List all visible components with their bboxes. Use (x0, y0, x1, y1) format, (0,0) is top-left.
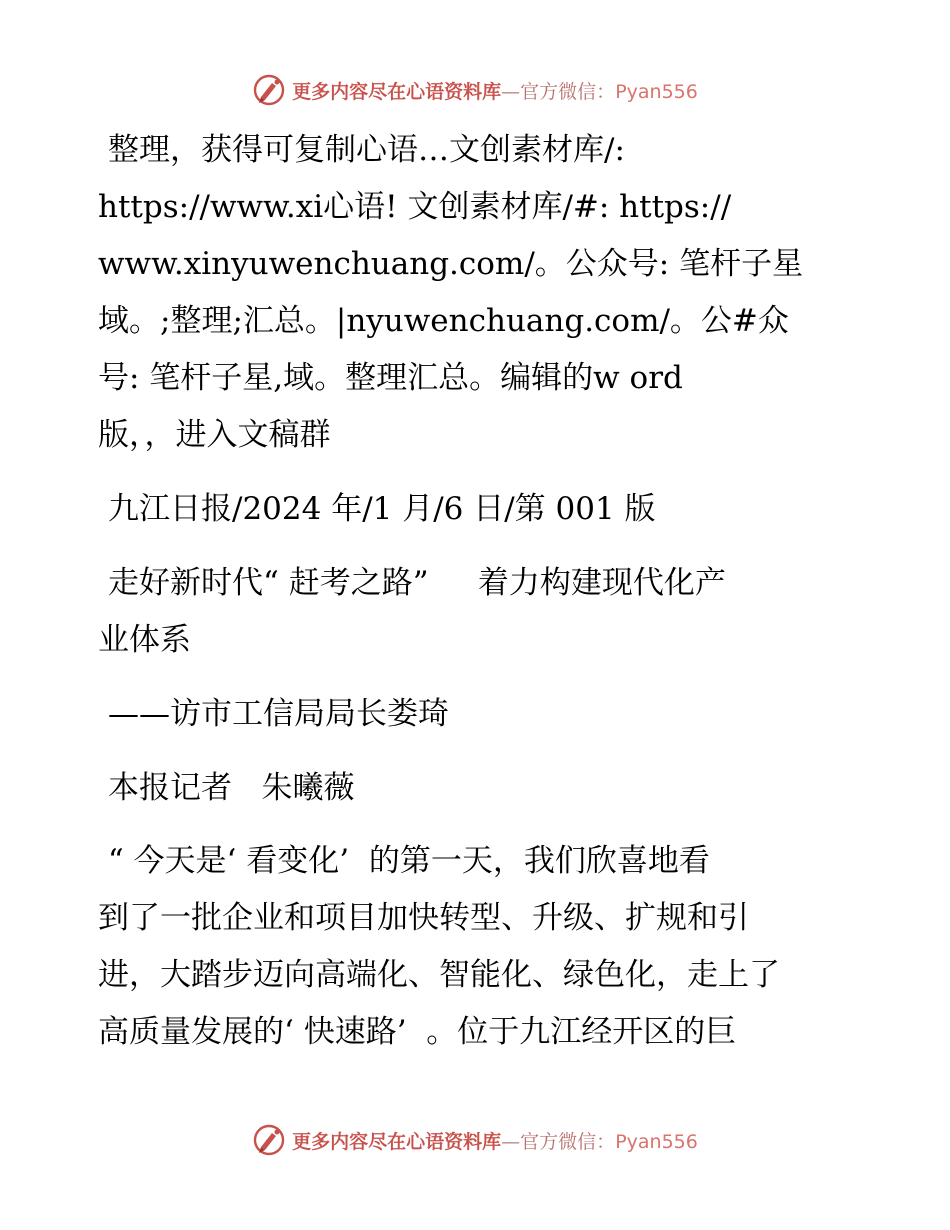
paragraph-line: 进，大踏步迈向高端化、智能化、绿色化，走上了 (98, 957, 780, 993)
spacer (98, 743, 858, 760)
spacer (98, 817, 858, 833)
watermark-wechat-id: Pyan556 (615, 1130, 698, 1153)
spacer (98, 669, 858, 686)
watermark-wechat-label: 官方微信： (520, 80, 616, 103)
intro-line: https://www.xi心语! 文创素材库/#: https:// (98, 189, 732, 225)
spacer (98, 538, 858, 555)
intro-line: 号: 笔杆子星,域。整理汇总。编辑的w ord (98, 360, 683, 396)
paragraph-line: 高质量发展的‘ 快速路’ 。位于九江经开区的巨 (98, 1014, 737, 1050)
intro-line: 域。;整理;汇总。|nyuwenchuang.com/。公#众 (98, 303, 789, 339)
intro-section (98, 122, 858, 464)
pen-circle-logo-icon (252, 73, 286, 107)
document-body (98, 122, 858, 1061)
watermark-separator: — (501, 1130, 521, 1153)
intro-line: 版，，进入文稿群 (98, 417, 331, 453)
headline-line: 业体系 (98, 622, 191, 658)
watermark-wechat-id: Pyan556 (615, 80, 698, 103)
article-paragraph (98, 833, 858, 1061)
spacer (98, 464, 858, 481)
byline: 本报记者 朱曦薇 (108, 770, 355, 806)
watermark-separator: — (501, 80, 521, 103)
pen-circle-logo-icon (252, 1123, 286, 1157)
watermark-group (252, 1123, 698, 1157)
watermark-main-text: 更多内容尽在心语资料库 (292, 80, 502, 103)
headline-line: 走好新时代“ 赶考之路” 着力构建现代化产 (108, 565, 726, 601)
top-watermark-banner (0, 68, 950, 112)
dateline: 九江日报/2024 年/1 月/6 日/第 001 版 (108, 491, 656, 527)
watermark-group (252, 73, 698, 107)
subtitle: ——访市工信局局长娄琦 (108, 696, 449, 732)
bottom-watermark-banner (0, 1118, 950, 1162)
paragraph-line: 到了一批企业和项目加快转型、升级、扩规和引 (98, 900, 749, 936)
watermark-main-text: 更多内容尽在心语资料库 (292, 1130, 502, 1153)
watermark-wechat-label: 官方微信： (520, 1130, 616, 1153)
paragraph-line: “ 今天是‘ 看变化’ 的第一天，我们欣喜地看 (98, 843, 710, 879)
intro-line: 整理，获得可复制心语…文创素材库/: (108, 132, 625, 168)
intro-line: www.xinyuwenchuang.com/。公众号: 笔杆子星 (98, 246, 804, 282)
